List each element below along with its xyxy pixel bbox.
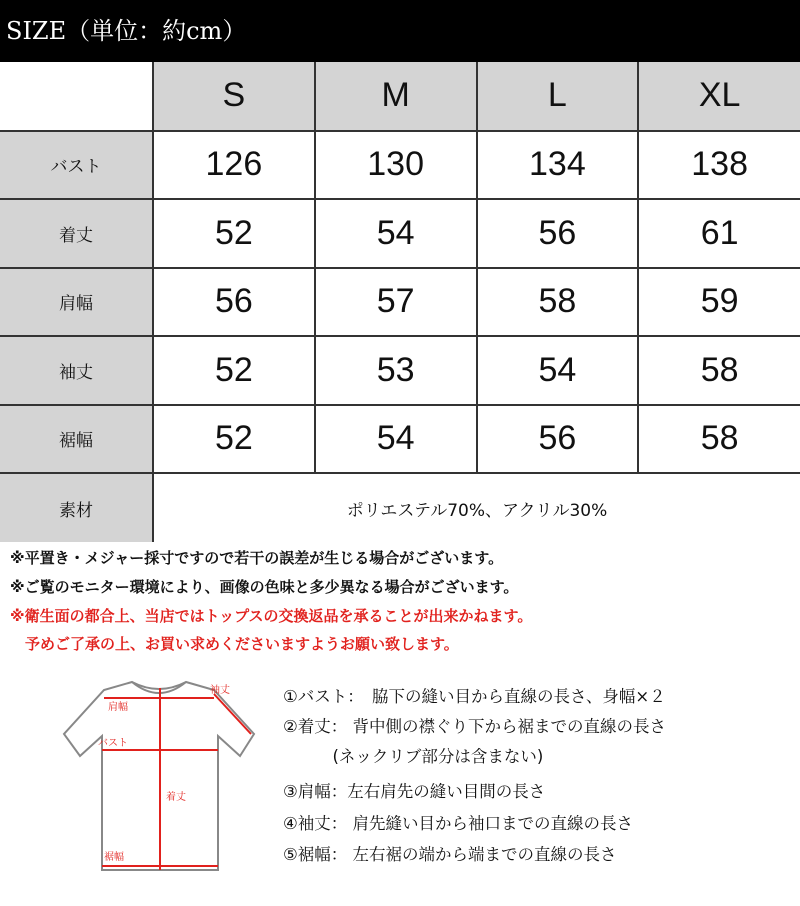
value-cell: 58 xyxy=(477,268,639,337)
value-cell: 57 xyxy=(315,268,477,337)
value-cell: 54 xyxy=(315,199,477,268)
size-header-s: S xyxy=(153,62,315,131)
row-label-shoulder: 肩幅 xyxy=(0,268,153,337)
row-material xyxy=(0,473,800,542)
value-cell: 58 xyxy=(638,405,800,474)
label-hem: 裾幅 xyxy=(104,852,124,863)
row-label-bust: バスト xyxy=(0,131,153,200)
row-label-material: 素材 xyxy=(0,473,153,542)
row-shoulder xyxy=(0,268,800,337)
row-bust xyxy=(0,131,800,200)
row-label-sleeve: 袖丈 xyxy=(0,336,153,405)
explain-shoulder: ③肩幅：左右肩先の縫い目間の長さ xyxy=(283,782,546,801)
value-cell: 130 xyxy=(315,131,477,200)
value-cell: 138 xyxy=(638,131,800,200)
value-cell: 58 xyxy=(638,336,800,405)
tshirt-diagram xyxy=(54,672,264,884)
note-monitor: ※ご覧のモニター環境により、画像の色味と多少異なる場合がございます。 xyxy=(10,578,519,596)
row-length xyxy=(0,199,800,268)
label-length: 着丈 xyxy=(166,792,186,803)
value-cell: 61 xyxy=(638,199,800,268)
value-cell: 59 xyxy=(638,268,800,337)
note-hygiene-continued: 予めご了承の上、お買い求めくださいますようお願い致します。 xyxy=(10,635,459,653)
label-bust: バスト xyxy=(98,738,128,749)
explain-bust: ①バスト： 脇下の縫い目から直線の長さ、身幅×２ xyxy=(283,687,666,706)
note-hygiene: ※衛生面の都合上、当店ではトップスの交換返品を承ることが出来かねます。 xyxy=(10,607,533,625)
value-cell: 54 xyxy=(477,336,639,405)
size-header-m: M xyxy=(315,62,477,131)
label-sleeve: 袖丈 xyxy=(210,685,230,696)
size-header-l: L xyxy=(477,62,639,131)
value-cell: 126 xyxy=(153,131,315,200)
row-hem xyxy=(0,405,800,474)
value-cell: 56 xyxy=(477,199,639,268)
size-header-xl: XL xyxy=(638,62,800,131)
row-label-hem: 裾幅 xyxy=(0,405,153,474)
row-sleeve xyxy=(0,336,800,405)
explain-hem: ⑤裾幅： 左右裾の端から端までの直線の長さ xyxy=(283,845,617,864)
tshirt-outline-icon xyxy=(54,672,264,884)
value-cell: 54 xyxy=(315,405,477,474)
size-header-row xyxy=(0,62,800,131)
material-value: ポリエステル70%、アクリル30% xyxy=(153,473,800,542)
label-shoulder: 肩幅 xyxy=(108,702,128,713)
explain-sleeve: ④袖丈： 肩先縫い目から袖口までの直線の長さ xyxy=(283,814,634,833)
row-label-length: 着丈 xyxy=(0,199,153,268)
size-title: SIZE（単位：約cm） xyxy=(0,0,800,62)
value-cell: 52 xyxy=(153,405,315,474)
value-cell: 56 xyxy=(153,268,315,337)
value-cell: 134 xyxy=(477,131,639,200)
size-table xyxy=(0,62,800,542)
value-cell: 53 xyxy=(315,336,477,405)
explain-length: ②着丈： 背中側の襟ぐり下から裾までの直線の長さ xyxy=(283,717,667,736)
value-cell: 56 xyxy=(477,405,639,474)
value-cell: 52 xyxy=(153,336,315,405)
explain-length-note: (ネックリブ部分は含まない) xyxy=(283,747,544,766)
corner-cell xyxy=(0,62,153,131)
note-measurement: ※平置き・メジャー採寸ですので若干の誤差が生じる場合がございます。 xyxy=(10,549,504,567)
value-cell: 52 xyxy=(153,199,315,268)
